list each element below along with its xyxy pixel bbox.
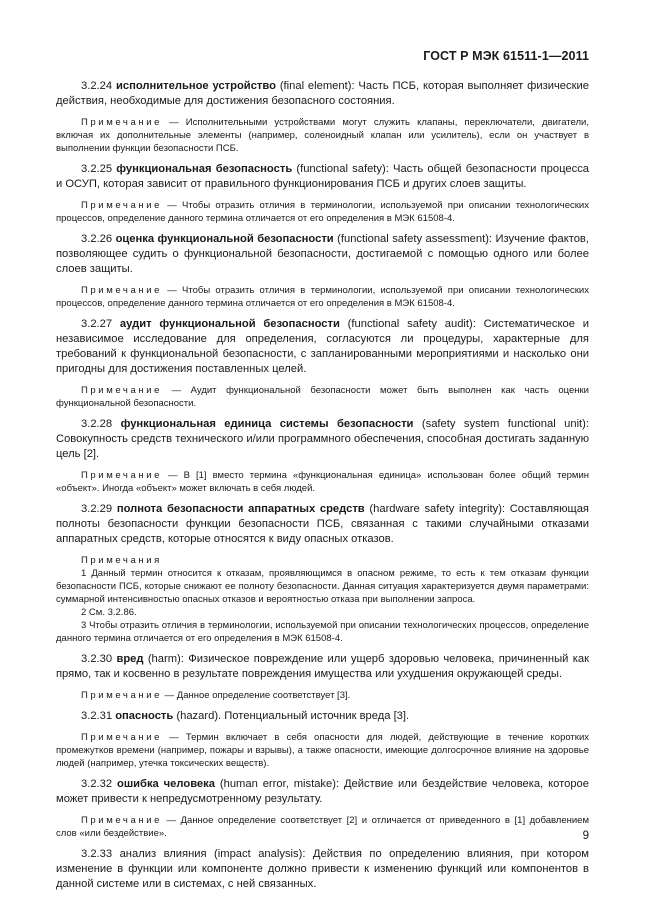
note-label: Примечание (81, 200, 162, 211)
note-text: — Исполнительными устройствами могут служить клапаны, переключатели, двигатели, включая их дополнительные элементы (например, соленоидный клапан или усилитель), если он участвует в выполнении функции безопасности ПСБ. (56, 117, 589, 154)
definition-3-2-24 (56, 79, 589, 109)
note-text: — Чтобы отразить отличия в терминологии, используемой при описании технологических процессов, определение данного термина отличается от его определения в МЭК 61508-4. (56, 200, 589, 224)
term-name: вред (116, 653, 144, 665)
term-definition: (safety system functional unit): Совокупность средств технического и/или программного обеспечения, способная достигать заданную цель [2]. (56, 418, 589, 460)
term-name: исполнительное устройство (115, 80, 276, 92)
definition-3-2-33: 3.2.33 анализ влияния (impact analysis): Действия по определению влияния, при котором изменение в функции или компоненте должно привести к изменению функций или компонентов в данной системе или в системах, с ней связанных. (56, 848, 589, 890)
term-definition: (hazard). Потенциальный источник вреда [3]. (173, 710, 410, 722)
notes-label: Примечания (81, 555, 162, 566)
note-text: — Данное определение соответствует [3]. (162, 690, 351, 701)
term-definition: (final element): Часть ПСБ, которая выполняет физические действия, необходимые для достижения безопасного состояния. (56, 80, 589, 107)
term-definition: (functional safety audit): Систематическое и независимое исследование для определения, согласуются ли процедуры, характерные для требований к функциональной безопасности, с запланированными мероприятиями и насколько они пригодны для достижения поставленных целей. (56, 318, 590, 375)
term-definition: (hardware safety integrity): Составляющая полноты безопасности функции безопасности ПСБ, связанная с такими случайными отказами аппаратных средств, которые относятся к виду опасных отказов. (56, 503, 589, 545)
definition-3-2-30 (56, 652, 589, 682)
note-text: — Аудит функциональной безопасности может быть выполнен как часть оценки функциональной безопасности. (56, 385, 589, 409)
term-name: оценка функциональной безопасности (115, 233, 334, 245)
note-label: Примечание (81, 385, 162, 396)
term-name: функциональная единица системы безопасности (120, 418, 414, 430)
term-number: 3.2.29 (81, 503, 113, 515)
note-label: Примечание (81, 732, 162, 743)
note-3-2-27 (56, 384, 589, 410)
definition-3-2-25 (56, 162, 589, 192)
definition-3-2-26 (56, 232, 589, 277)
term-definition: (harm): Физическое повреждение или ущерб здоровью человека, причиненный как прямо, так и косвенно в результате повреждения имущества или ухудшения окружающей среды. (56, 653, 589, 680)
note-text: — Данное определение соответствует [2] и отличается от приведенного в [1] добавлением слов «или бездействие». (56, 815, 589, 839)
note-3-2-31 (56, 731, 589, 770)
note-3-2-29-item-1: 1 Данный термин относится к отказам, проявляющимся в опасном режиме, то есть к тем отказам функции безопасности ПСБ, которые снижают ее полноту безопасности. Данная ситуация характеризуется двумя параметрами: суммарной интенсивностью опасных отказов и вероятностью отказа при выполнении запроса. (56, 568, 589, 605)
page-content (56, 79, 589, 899)
note-3-2-30 (56, 689, 589, 702)
note-label: Примечание (81, 690, 162, 701)
term-name: полнота безопасности аппаратных средств (116, 503, 365, 515)
term-definition: (functional safety): Часть общей безопасности процесса и ОСУП, которая зависит от правильного функционирования ПСБ и других слоев защиты. (56, 163, 590, 190)
term-name: аудит функциональной безопасности (119, 318, 340, 330)
note-label: Примечание (81, 285, 162, 296)
definition-3-2-32 (56, 777, 589, 807)
term-definition: (functional safety assessment): Изучение фактов, позволяющее судить о функциональной безопасности, достигаемой с помощью одного или более слоев защиты. (56, 233, 589, 275)
term-number: 3.2.28 (81, 418, 113, 430)
note-3-2-25 (56, 199, 589, 225)
definition-3-2-29 (56, 502, 589, 547)
term-number: 3.2.30 (81, 653, 113, 665)
note-text: — Чтобы отразить отличия в терминологии, используемой при описании технологических процессов, определение данного термина отличается от его определения в МЭК 61508-4. (56, 285, 589, 309)
note-text: — В [1] вместо термина «функциональная единица» использован более общий термин «объект». Иногда «объект» может включать в себя людей. (56, 470, 589, 494)
term-definition: (human error, mistake): Действие или бездействие человека, которое может привести к непредусмотренному результату. (56, 778, 589, 805)
page-number: 9 (582, 830, 589, 842)
note-label: Примечание (81, 815, 162, 826)
note-3-2-32 (56, 814, 589, 840)
term-number: 3.2.31 (81, 710, 113, 722)
note-3-2-28 (56, 469, 589, 495)
note-3-2-29-item-2: 2 См. 3.2.86. (81, 607, 137, 618)
standard-header: ГОСТ Р МЭК 61511-1—2011 (423, 49, 589, 63)
term-number: 3.2.24 (81, 80, 113, 92)
note-label: Примечание (81, 117, 162, 128)
term-number: 3.2.26 (81, 233, 113, 245)
notes-heading (56, 554, 589, 567)
definition-3-2-28 (56, 417, 589, 462)
note-text: — Термин включает в себя опасности для людей, действующие в течение коротких промежутков времени (например, пожары и взрывы), а также опасности, имеющие долгосрочное влияние на здоровье людей (например, утечка токсических веществ). (56, 732, 589, 769)
term-name: функциональная безопасность (116, 163, 293, 175)
term-number: 3.2.32 (81, 778, 113, 790)
term-number: 3.2.27 (81, 318, 113, 330)
note-3-2-24 (56, 116, 589, 155)
term-name: опасность (115, 710, 174, 722)
note-label: Примечание (81, 470, 162, 481)
definition-3-2-31 (56, 709, 589, 724)
definition-3-2-27 (56, 317, 589, 377)
term-name: ошибка человека (117, 778, 215, 790)
note-3-2-26 (56, 284, 589, 310)
term-number: 3.2.25 (81, 163, 113, 175)
note-3-2-29-item-3: 3 Чтобы отразить отличия в терминологии, используемой при описании технологических процессов, определение данного термина отличается от его определения в МЭК 61508-4. (56, 620, 589, 644)
